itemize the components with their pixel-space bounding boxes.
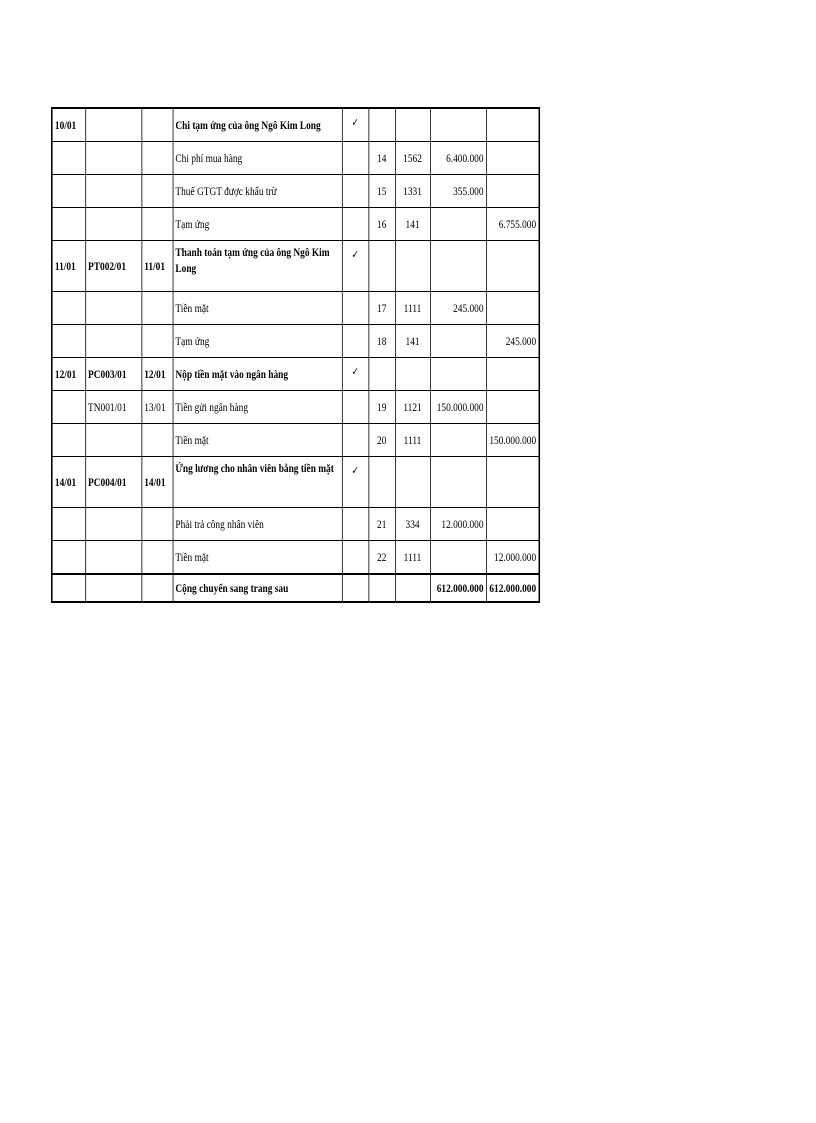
doc-number — [85, 175, 141, 208]
check-mark-icon — [342, 391, 369, 424]
debit-amount: 12.000.000 — [430, 508, 486, 541]
table-row — [52, 508, 539, 541]
doc-date — [141, 325, 172, 358]
total-debit: 612.000.000 — [430, 574, 486, 602]
doc-number — [85, 108, 141, 142]
account-code: 141 — [395, 325, 430, 358]
line-number — [368, 108, 395, 142]
line-number: 19 — [368, 391, 395, 424]
check-mark-icon: ✓ — [342, 457, 369, 508]
entry-description: Tạm ứng — [173, 325, 342, 358]
doc-date — [141, 508, 172, 541]
table-row — [52, 457, 539, 508]
line-number — [368, 358, 395, 391]
doc-date — [141, 142, 172, 175]
total-label: Cộng chuyển sang trang sau — [173, 574, 342, 602]
doc-date — [141, 108, 172, 142]
check-mark-icon: ✓ — [342, 358, 369, 391]
doc-date — [141, 208, 172, 241]
debit-amount — [430, 358, 486, 391]
account-code: 1121 — [395, 391, 430, 424]
debit-amount — [430, 241, 486, 292]
debit-amount — [430, 108, 486, 142]
entry-date — [52, 391, 86, 424]
table-row — [52, 108, 539, 142]
credit-amount — [486, 457, 539, 508]
credit-amount — [486, 108, 539, 142]
entry-description: Thuế GTGT được khấu trừ — [173, 175, 342, 208]
account-code: 141 — [395, 208, 430, 241]
doc-number — [85, 541, 141, 575]
doc-date — [141, 541, 172, 575]
doc-date: 12/01 — [141, 358, 172, 391]
entry-description: Nộp tiền mặt vào ngân hàng — [173, 358, 342, 391]
debit-amount — [430, 457, 486, 508]
line-number — [368, 457, 395, 508]
doc-date: 11/01 — [141, 241, 172, 292]
debit-amount: 150.000.000 — [430, 391, 486, 424]
entry-date — [52, 424, 86, 457]
entry-description: Ứng lương cho nhân viên bằng tiền mặt — [173, 457, 342, 508]
entry-date — [52, 175, 86, 208]
table-row — [52, 391, 539, 424]
total-row — [52, 574, 539, 602]
account-code: 1331 — [395, 175, 430, 208]
line-number: 14 — [368, 142, 395, 175]
entry-date — [52, 292, 86, 325]
doc-number: TN001/01 — [85, 391, 141, 424]
total-credit: 612.000.000 — [486, 574, 539, 602]
table-row — [52, 358, 539, 391]
account-code: 1111 — [395, 541, 430, 575]
credit-amount: 245.000 — [486, 325, 539, 358]
doc-number — [85, 292, 141, 325]
doc-date: 14/01 — [141, 457, 172, 508]
check-mark-icon — [342, 142, 369, 175]
doc-number — [85, 325, 141, 358]
doc-number: PT002/01 — [85, 241, 141, 292]
check-mark-icon — [342, 175, 369, 208]
table-row — [52, 292, 539, 325]
entry-date — [52, 508, 86, 541]
check-mark-icon — [342, 508, 369, 541]
entry-date — [52, 541, 86, 575]
doc-number — [85, 208, 141, 241]
debit-amount — [430, 325, 486, 358]
entry-description: Tiền mặt — [173, 424, 342, 457]
entry-date — [52, 325, 86, 358]
entry-description: Chi phí mua hàng — [173, 142, 342, 175]
doc-date — [141, 424, 172, 457]
entry-date: 14/01 — [52, 457, 86, 508]
entry-date: 11/01 — [52, 241, 86, 292]
debit-amount: 355.000 — [430, 175, 486, 208]
debit-amount: 245.000 — [430, 292, 486, 325]
line-number: 17 — [368, 292, 395, 325]
table-row — [52, 208, 539, 241]
table-row — [52, 424, 539, 457]
credit-amount — [486, 391, 539, 424]
journal-table — [51, 107, 540, 603]
debit-amount — [430, 424, 486, 457]
account-code — [395, 241, 430, 292]
debit-amount — [430, 541, 486, 575]
table-row — [52, 175, 539, 208]
account-code: 1562 — [395, 142, 430, 175]
account-code — [395, 457, 430, 508]
credit-amount — [486, 142, 539, 175]
check-mark-icon — [342, 325, 369, 358]
entry-date — [52, 208, 86, 241]
account-code: 1111 — [395, 292, 430, 325]
entry-description: Tiền gửi ngân hàng — [173, 391, 342, 424]
entry-description: Phải trả công nhân viên — [173, 508, 342, 541]
credit-amount — [486, 175, 539, 208]
line-number: 18 — [368, 325, 395, 358]
line-number: 16 — [368, 208, 395, 241]
credit-amount: 150.000.000 — [486, 424, 539, 457]
credit-amount — [486, 358, 539, 391]
entry-description: Tiền mặt — [173, 292, 342, 325]
line-number: 15 — [368, 175, 395, 208]
doc-number — [85, 142, 141, 175]
credit-amount: 12.000.000 — [486, 541, 539, 575]
line-number — [368, 241, 395, 292]
entry-date — [52, 142, 86, 175]
check-mark-icon — [342, 292, 369, 325]
credit-amount — [486, 241, 539, 292]
table-row — [52, 142, 539, 175]
account-code: 334 — [395, 508, 430, 541]
doc-number: PC003/01 — [85, 358, 141, 391]
entry-description: Tiền mặt — [173, 541, 342, 575]
check-mark-icon — [342, 424, 369, 457]
line-number: 21 — [368, 508, 395, 541]
credit-amount: 6.755.000 — [486, 208, 539, 241]
table-row — [52, 241, 539, 292]
doc-number — [85, 508, 141, 541]
doc-date — [141, 292, 172, 325]
check-mark-icon — [342, 208, 369, 241]
entry-description: Thanh toán tạm ứng của ông Ngô Kim Long — [173, 241, 342, 292]
account-code — [395, 358, 430, 391]
account-code — [395, 108, 430, 142]
line-number: 20 — [368, 424, 395, 457]
table-row — [52, 325, 539, 358]
check-mark-icon: ✓ — [342, 108, 369, 142]
doc-date — [141, 175, 172, 208]
doc-number — [85, 424, 141, 457]
table-row — [52, 541, 539, 575]
debit-amount: 6.400.000 — [430, 142, 486, 175]
doc-date: 13/01 — [141, 391, 172, 424]
check-mark-icon: ✓ — [342, 241, 369, 292]
credit-amount — [486, 292, 539, 325]
check-mark-icon — [342, 541, 369, 575]
entry-description: Tạm ứng — [173, 208, 342, 241]
credit-amount — [486, 508, 539, 541]
entry-date: 12/01 — [52, 358, 86, 391]
entry-description: Chi tạm ứng của ông Ngô Kim Long — [173, 108, 342, 142]
account-code: 1111 — [395, 424, 430, 457]
line-number: 22 — [368, 541, 395, 575]
entry-date: 10/01 — [52, 108, 86, 142]
debit-amount — [430, 208, 486, 241]
doc-number: PC004/01 — [85, 457, 141, 508]
